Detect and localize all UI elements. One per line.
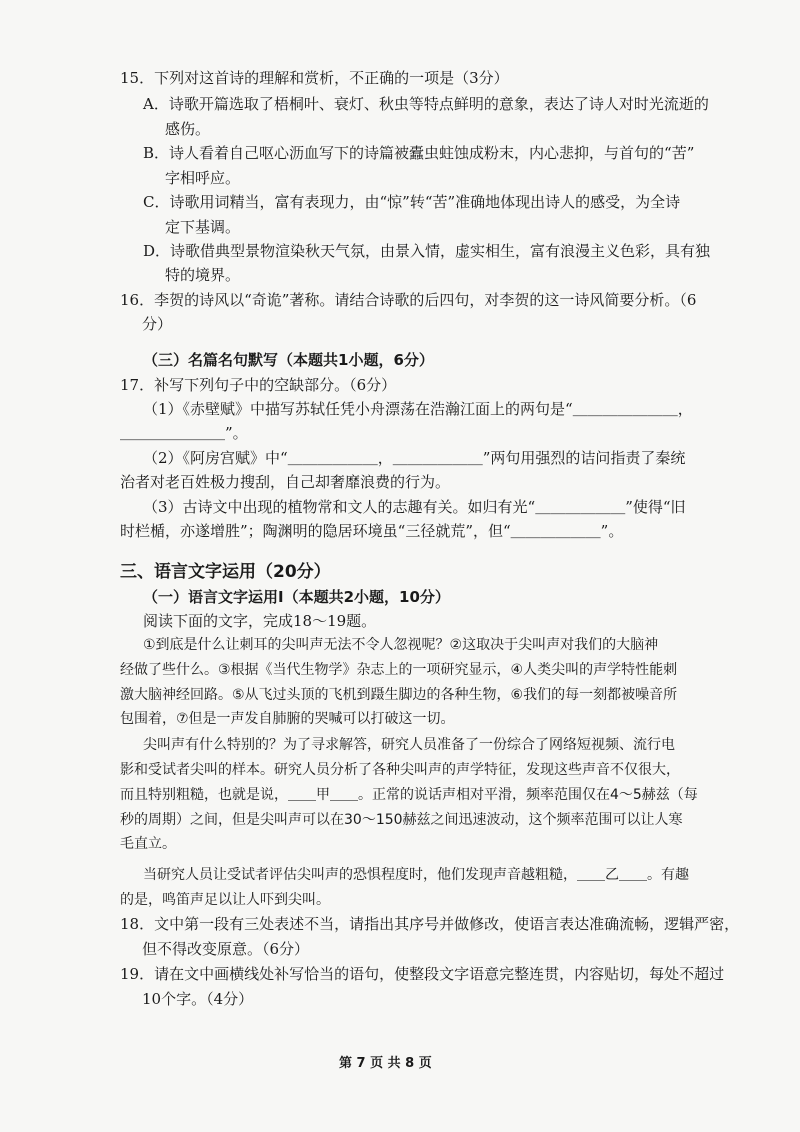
option-a-cont: 感伤。 <box>165 120 211 138</box>
passage-line: 激大脑神经回路。⑤从飞过头顶的飞机到蹑生脚边的各种生物，⑥我们的每一刻都被噪音所 <box>120 687 678 703</box>
option-d-cont: 特的境界。 <box>165 266 241 284</box>
page-number: 第 7 页 共 8 页 <box>339 1056 432 1071</box>
question-17-3: （3）古诗文中出现的植物常和文人的志趣有关。如归有光“＿＿＿＿＿＿”使得“旧 <box>143 498 686 516</box>
question-19: 19．请在文中画横线处补写恰当的语句，使整段文字语意完整连贯，内容贴切，每处不超过 <box>120 965 725 983</box>
subsection-3-title: （三）名篇名句默写（本题共1小题，6分） <box>143 351 434 369</box>
question-16: 16．李贺的诗风以“奇诡”著称。请结合诗歌的后四句，对李贺的这一诗风简要分析。（6 <box>120 291 697 309</box>
passage-line: 秒的周期）之间，但是尖叫声可以在30～150赫兹之间迅速波动，这个频率范围可以让人寒 <box>120 812 683 828</box>
passage-line: 尖叫声有什么特别的？为了寻求解答，研究人员准备了一份综合了网络短视频、流行电 <box>143 737 675 753</box>
option-b: B．诗人看着自己呕心沥血写下的诗篇被蠹虫蛀蚀成粉末，内心悲抑，与首句的“苦” <box>143 144 695 162</box>
passage-line: 当研究人员让受试者评估尖叫声的恐惧程度时，他们发现声音越粗糙，＿＿乙＿＿。有趣 <box>143 867 689 883</box>
option-d: D．诗歌借典型景物渲染秋天气氛，由景入情，虚实相生，富有浪漫主义色彩，具有独 <box>143 242 711 260</box>
question-17-2: （2）《阿房宫赋》中“＿＿＿＿＿＿，＿＿＿＿＿＿”两句用强烈的诘问指责了秦统 <box>143 449 686 467</box>
question-17-1-cont: ＿＿＿＿＿＿＿”。 <box>120 424 248 442</box>
passage-line: ①到底是什么让刺耳的尖叫声无法不令人忽视呢？②这取决于尖叫声对我们的大脑神 <box>143 637 659 653</box>
question-17-1: （1）《赤壁赋》中描写苏轼任凭小舟漂荡在浩瀚江面上的两句是“＿＿＿＿＿＿＿， <box>143 400 693 418</box>
passage-line: 的是，鸣笛声足以让人吓到尖叫。 <box>120 892 330 908</box>
question-18: 18．文中第一段有三处表述不当，请指出其序号并做修改，使语言表达准确流畅，逻辑严密， <box>120 915 740 933</box>
option-c: C．诗歌用词精当，富有表现力，由“惊”转“苦”准确地体现出诗人的感受，为全诗 <box>143 193 681 211</box>
question-19-cont: 10个字。（4分） <box>142 990 254 1008</box>
question-15: 15．下列对这首诗的理解和赏析，不正确的一项是（3分） <box>120 69 509 87</box>
question-18-cont: 但不得改变原意。（6分） <box>142 940 310 958</box>
question-17: 17．补写下列句子中的空缺部分。（6分） <box>120 376 397 394</box>
option-c-cont: 定下基调。 <box>165 218 241 236</box>
option-a: A．诗歌开篇选取了梧桐叶、衰灯、秋虫等特点鲜明的意象，表达了诗人对时光流逝的 <box>143 95 709 113</box>
passage-line: 包围着，⑦但是一声发自肺腑的哭喊可以打破这一切。 <box>120 711 455 727</box>
section-3-title: 三、语言文字运用（20分） <box>120 562 331 582</box>
question-16-cont: 分） <box>142 315 173 333</box>
option-b-cont: 字相呼应。 <box>165 169 241 187</box>
passage-line: 经做了些什么。③根据《当代生物学》杂志上的一项研究显示，④人类尖叫的声学特性能刺 <box>120 662 678 678</box>
question-17-3-cont: 时栏楯，亦遂增胜”；陶渊明的隐居环境虽“三径就荒”，但“＿＿＿＿＿＿”。 <box>120 522 624 540</box>
subsection-1-title: （一）语言文字运用Ⅰ（本题共2小题，10分） <box>143 588 450 606</box>
passage-line: 影和受试者尖叫的样本。研究人员分析了各种尖叫声的声学特征，发现这些声音不仅很大， <box>120 762 680 778</box>
question-17-2-cont: 治者对老百姓极力搜刮，自己却奢靡浪费的行为。 <box>120 473 451 491</box>
passage-line: 而且特别粗糙，也就是说，＿＿甲＿＿。正常的说话声相对平滑，频率范围仅在4～5赫兹（每 <box>120 787 698 803</box>
reading-instruction: 阅读下面的文字，完成18～19题。 <box>143 612 377 630</box>
passage-line: 毛直立。 <box>120 836 176 852</box>
